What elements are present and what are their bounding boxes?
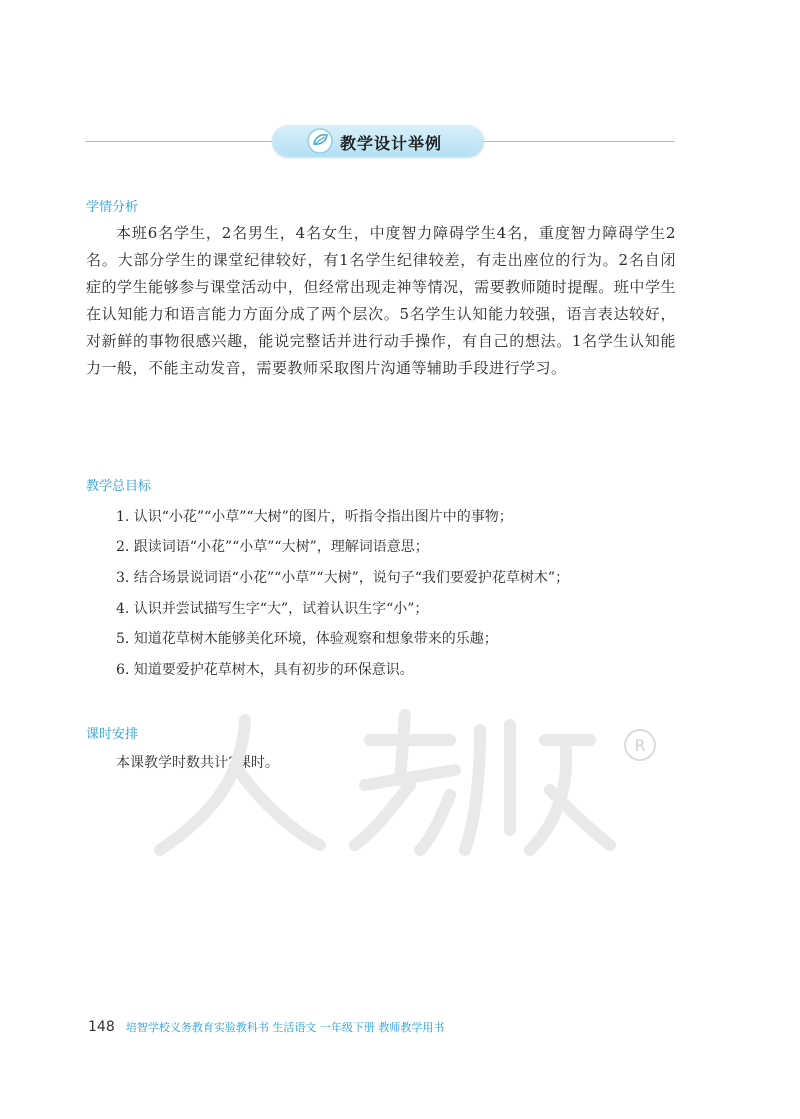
analysis-paragraph: 本班6名学生，2名男生，4名女生，中度智力障碍学生4名，重度智力障碍学生2名。大部分学生的课堂纪律较好，有1名学生纪律较差，有走出座位的行为。2名自闭症的学生能够参与课堂活动中，但经常出现走神等情况，需要教师随时提醒。班中学生在认知能力和语言能力方面分成了两个层次。5名学生认知能力较强，语言表达较好，对新鲜的事物很感兴趣，能说完整话并进行动手操作，有自己的想法。1名学生认知能力一般，不能主动发音，需要教师采取图片沟通等辅助手段进行学习。 — [86, 224, 676, 377]
goal-item-5: 5. 知道花草树木能够美化环境，体验观察和想象带来的乐趣； — [116, 631, 498, 647]
page-footer — [88, 1016, 444, 1035]
section-heading-goals: 教学总目标 — [86, 479, 152, 494]
goal-item-1: 1. 认识“小花”“小草”“大树”的图片，听指令指出图片中的事物； — [116, 509, 513, 525]
title-divider-left — [85, 141, 285, 142]
page-number: 148 — [88, 1019, 115, 1035]
title-divider-right — [475, 141, 675, 142]
svg-text:R: R — [634, 736, 646, 755]
goal-item-3: 3. 结合场景说词语“小花”“小草”“大树”，说句子“我们要爱护花草树木”； — [116, 570, 570, 586]
section-heading-analysis: 学情分析 — [86, 200, 139, 215]
section-heading-schedule: 课时安排 — [86, 727, 139, 742]
leaf-bubble-icon — [306, 127, 334, 155]
goal-item-2: 2. 跟读词语“小花”“小草”“大树”，理解词语意思； — [116, 539, 429, 555]
goal-item-4: 4. 认识并尝试描写生字“大”，试着认识生字“小”； — [116, 601, 429, 617]
page-title: 教学设计举例 — [340, 134, 443, 153]
schedule-text: 本课教学时数共计3课时。 — [116, 755, 279, 771]
publisher-watermark — [150, 700, 670, 860]
book-title-footer: 培智学校义务教育实验教科书 生活语文 一年级下册 教师教学用书 — [125, 1021, 445, 1034]
goal-item-6: 6. 知道要爱护花草树木，具有初步的环保意识。 — [116, 662, 414, 678]
